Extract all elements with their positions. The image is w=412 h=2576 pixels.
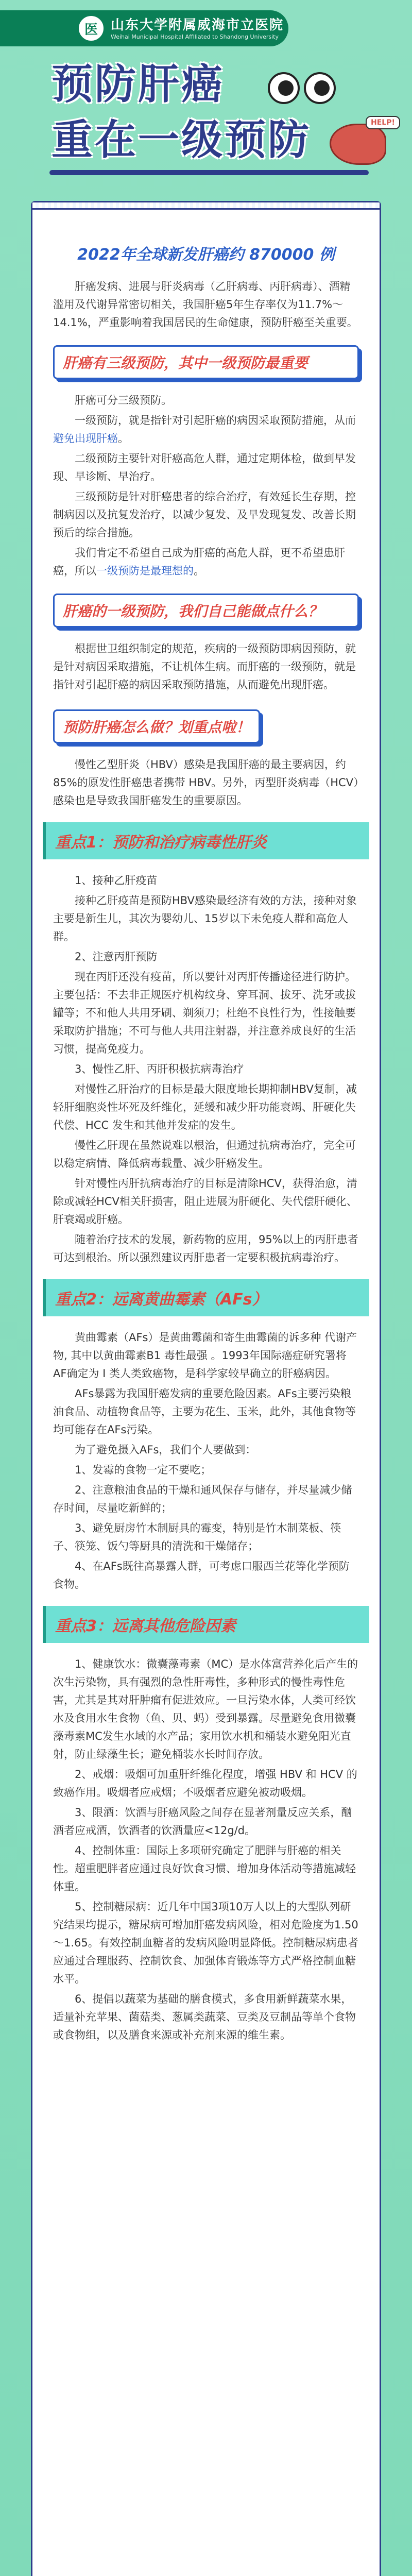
hospital-logo-icon: 医 [77, 14, 105, 42]
list-paragraph: 6、提倡以蔬菜为基础的膳食模式，多食用新鲜蔬菜水果，适量补充苹果、菌菇类、葱属类蔬菜、豆类及豆制品等单个食物或食物组，以及膳食来源或补充剂来源的维生素。 [53, 1993, 356, 2041]
section-3-body [53, 1655, 359, 2044]
list-paragraph: 1、接种乙肝疫苗 [75, 874, 158, 887]
highlight-text: 一级预防是最理想的 [96, 565, 194, 577]
list-paragraph: 现在丙肝还没有疫苗，所以要针对丙肝传播途径进行防护。主要包括：不去非正规医疗机构纹身、穿耳洞、拔牙、洗牙或拔罐等；不和他人共用牙刷、剃须刀；杜绝不良性行为，性接触要采取防护措施；不可与他人共用注射器，并注意养成良好的生活习惯，提高免疫力。 [53, 971, 356, 1055]
list-paragraph: 1、健康饮水：微囊藻毒素（MC）是水体富营养化后产生的次生污染物，具有强烈的急性肝毒性，多种形式的慢性毒性危害，尤其是其对肝肿瘤有促进效应。一旦污染水体，人类可经饮水及食用水生食物（鱼、贝、蚂）受到暴露。尽量避免食用微囊藻毒素MC发生水域的水产品；家用饮水机和桶装水避免阳光直射，防止绿藻生长；避免桶装水长时间存放。 [53, 1658, 358, 1760]
text: 。 [194, 565, 204, 577]
list-paragraph: 针对慢性丙肝抗病毒治疗的目标是清除HCV，获得治愈，清除或减轻HCV相关肝损害，阻止进展为肝硬化、失代偿肝硬化、肝衰竭或肝癌。 [53, 1177, 357, 1226]
hero-line-1: 预防肝癌 [52, 60, 225, 108]
list-paragraph: 接种乙肝疫苗是预防HBV感染最经济有效的方法，接种对象主要是新生儿，其次为婴幼儿、15岁以下未免疫人群和高危人群。 [53, 894, 357, 943]
list-paragraph: 5、控制糖尿病：近几年中国3项10万人以上的大型队列研究结果均提示，糖尿病可增加肝癌发病风险，相对危险度为1.50～1.65。有效控制血糖者的发病风险明显降低。控制糖尿病患者应通过合理服药、控制饮食、加强体育锻炼等方式严格控制血糖水平。 [53, 1901, 358, 1985]
list-paragraph: 对慢性乙肝治疗的目标是最大限度地长期抑制HBV复制，减轻肝细胞炎性坏死及纤维化，延缓和减少肝功能衰竭、肝硬化失代偿、HCC 发生和其他并发症的发生。 [53, 1083, 357, 1131]
main-card [31, 201, 381, 2576]
list-paragraph: 4、在AFs既往高暴露人群，可考虑口服西兰花等化学预防食物。 [53, 1560, 350, 1590]
paragraph: 根据世卫组织制定的规范，疾病的一级预防即病因预防，就是针对病因采取措施，不让机体生病。而肝癌的一级预防，就是指针对引起肝癌的病因采取预防措施，从而避免出现肝癌。 [53, 642, 356, 691]
text: 。 [118, 432, 129, 445]
hero-line-2: 重在一级预防 [52, 116, 311, 164]
list-paragraph: AFs暴露为我国肝癌发病的重要危险因素。AFs主要污染粮油食品、动植物食品等，主要为花生、玉米，此外，其他食物等均可能存在AFs污染。 [53, 1387, 356, 1436]
cartoon-eyes-icon [268, 72, 336, 104]
intro-paragraph: 肝癌发病、进展与肝炎病毒（乙肝病毒、丙肝病毒）、酒精滥用及代谢异常密切相关，我国肝癌5年生存率仅为11.7%～14.1%，严重影响着我国居民的生命健康，预防肝癌至关重要。 [53, 280, 358, 329]
section-1-body [53, 872, 359, 1267]
list-paragraph: 4、控制体重：国际上多项研究确定了肥胖与肝癌的相关性。超重肥胖者应通过良好饮食习惯、增加身体活动等措施减轻体重。 [53, 1844, 356, 1893]
paragraph: 二级预防主要针对肝癌高危人群，通过定期体检，做到早发现、早诊断、早治疗。 [53, 452, 356, 483]
text: 我们肯定不希望自己成为肝癌的高危人群，更不希望患肝癌，所以 [53, 547, 345, 577]
paragraph: 三级预防是针对肝癌患者的综合治疗，有效延长生存期，控制病因以及抗复发治疗，以减少复发、及早发现复发、改善长期预后的综合措施。 [53, 490, 356, 539]
hospital-name-block [111, 14, 284, 40]
liver-icon [330, 124, 386, 165]
paragraph [53, 544, 359, 580]
list-paragraph: 1、发霉的食物一定不要吃； [75, 1464, 212, 1476]
hospital-name-en: Weihai Municipal Hospital Affiliated to Shandong University [111, 33, 279, 40]
card-top-stripe [32, 202, 380, 210]
list-paragraph: 为了避免摄入AFs，我们个人要做到： [75, 1444, 256, 1456]
list-paragraph: 黄曲霉素（AFs）是黄曲霉菌和寄生曲霉菌的诉多种 代谢产物, 其中以黄曲霉素B1 毒性最强 。1993年国际癌症研究署将AF确定为 I 类人类致癌物，是科学家较早确立的肝癌病因。 [53, 1331, 357, 1380]
callout-three-levels: 肝癌有三级预防，其中一级预防最重要 [53, 345, 359, 379]
paragraph: 慢性乙型肝炎（HBV）感染是我国肝癌的最主要病因，约85%的原发性肝癌患者携带 HBV。另外，丙型肝炎病毒（HCV）感染也是导致我国肝癌发生的重要原因。 [53, 758, 359, 807]
paragraph: 肝癌可分三级预防。 [75, 394, 172, 406]
section-header-3: 重点3：远离其他危险因素 [43, 1606, 369, 1643]
help-speech-bubble: HELP! [366, 116, 400, 129]
hospital-name: 山东大学附属威海市立医院 [111, 18, 284, 33]
list-paragraph: 慢性乙肝现在虽然说难以根治，但通过抗病毒治疗，完全可以稳定病情、降低病毒载量、减少肝癌发生。 [53, 1139, 356, 1170]
section-2-body [53, 1329, 359, 1594]
highlight-text: 避免出现肝癌 [53, 432, 118, 445]
callout-what-can-we-do: 肝癌的一级预防，我们自己能做点什么？ [53, 594, 359, 628]
list-paragraph: 2、戒烟：吸烟可加重肝纤维化程度，增强 HBV 和 HCV 的致癌作用。吸烟者应戒烟；不吸烟者应避免被动吸烟。 [53, 1768, 357, 1799]
list-paragraph: 2、注意丙肝预防 [75, 951, 158, 963]
text: 一级预防，就是指针对引起肝癌的病因采取预防措施，从而 [75, 414, 356, 427]
hospital-banner [0, 10, 288, 46]
card-content [32, 210, 380, 2067]
list-paragraph: 随着治疗技术的发展，新药物的应用，95%以上的丙肝患者可达到根治。所以强烈建议丙肝患者一定要积极抗病毒治疗。 [53, 1233, 358, 1264]
headline: 2022年全球新发肝癌约 870000 例 [77, 246, 335, 264]
callout-key-points: 预防肝癌怎么做？划重点啦！ [53, 709, 260, 743]
section-header-1: 重点1：预防和治疗病毒性肝炎 [43, 822, 369, 859]
eye-icon [304, 72, 336, 104]
list-paragraph: 3、慢性乙肝、丙肝积极抗病毒治疗 [75, 1063, 244, 1075]
list-paragraph: 3、限酒：饮酒与肝癌风险之间存在显著剂量反应关系，酗酒者应戒酒，饮酒者的饮酒量应<12g/d。 [53, 1806, 352, 1837]
eye-icon [268, 72, 300, 104]
paragraph [53, 412, 359, 448]
title-underline [49, 170, 369, 175]
list-paragraph: 3、避免厨房竹木制厨具的霉变，特别是竹木制菜板、筷子、筷笼、饭勺等厨具的清洗和干燥储存； [53, 1522, 341, 1552]
section-header-2: 重点2：远离黄曲霉素（AFs） [43, 1279, 369, 1316]
list-paragraph: 2、注意粮油食品的干燥和通风保存与储存，并尽量减少储存时间，尽量吃新鲜的； [53, 1484, 352, 1514]
